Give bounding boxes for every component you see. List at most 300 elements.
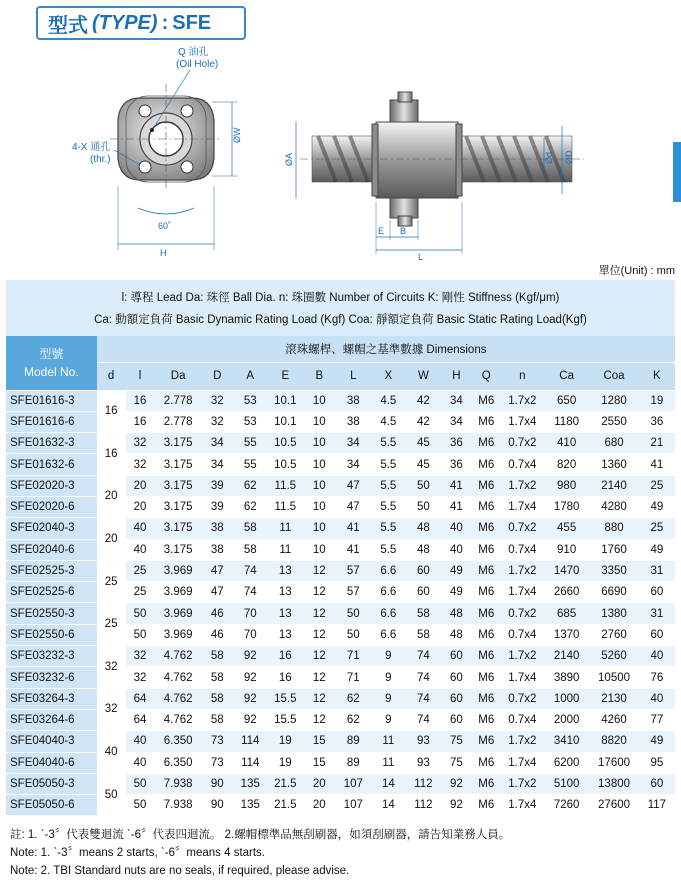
model-cell: SFE05050-3 [6,773,97,794]
value-cell: 4.5 [371,411,406,432]
value-cell: 75 [441,752,472,773]
dim-e-label: E [378,226,385,236]
value-cell: 32 [126,667,155,688]
value-cell: 14 [371,773,406,794]
front-view [72,45,242,258]
value-cell: 10.1 [268,390,303,411]
value-cell: 1.7x4 [501,582,544,603]
value-cell: 62 [336,709,371,730]
nominal-d-cell: 25 [97,603,126,646]
value-cell: 9 [371,667,406,688]
model-cell: SFE04040-3 [6,731,97,752]
nominal-d-cell: 20 [97,518,126,561]
value-cell: 42 [406,390,441,411]
value-cell: 34 [441,411,472,432]
value-cell: 42 [406,411,441,432]
value-cell: 0.7x4 [501,709,544,730]
value-cell: 90 [202,795,233,816]
value-cell: 10.5 [268,454,303,475]
header-dimensions: 滾珠螺桿、螺帽之基準數據 Dimensions [97,336,675,362]
model-cell: SFE01616-3 [6,390,97,411]
value-cell: 20 [303,795,336,816]
value-cell: 10500 [589,667,638,688]
value-cell: 3.175 [154,475,201,496]
value-cell: 0.7x2 [501,688,544,709]
column-header: Da [154,362,201,390]
value-cell: 19 [268,731,303,752]
value-cell: 39 [202,475,233,496]
value-cell: 3410 [544,731,589,752]
value-cell: 74 [406,709,441,730]
value-cell: M6 [472,773,501,794]
value-cell: 0.7x4 [501,624,544,645]
value-cell: 6.6 [371,603,406,624]
value-cell: 3.175 [154,496,201,517]
value-cell: 680 [589,433,638,454]
dim-d-label: Ød [544,151,554,164]
nominal-d-cell: 32 [97,688,126,731]
value-cell: 15.5 [268,688,303,709]
value-cell: 27600 [589,795,638,816]
value-cell: 16 [126,411,155,432]
table-row [6,731,675,752]
value-cell: 112 [406,795,441,816]
value-cell: 60 [441,688,472,709]
value-cell: 6.350 [154,731,201,752]
value-cell: 57 [336,560,371,581]
value-cell: 60 [406,582,441,603]
value-cell: 6.350 [154,752,201,773]
value-cell: 62 [233,496,268,517]
value-cell: 53 [233,390,268,411]
value-cell: 5.5 [371,518,406,539]
value-cell: 76 [639,667,675,688]
column-header: B [303,362,336,390]
value-cell: 1.7x4 [501,795,544,816]
value-cell: 25 [126,560,155,581]
value-cell: 2760 [589,624,638,645]
column-header: l [126,362,155,390]
value-cell: 92 [441,795,472,816]
value-cell: 50 [126,795,155,816]
value-cell: 95 [639,752,675,773]
model-cell: SFE02040-3 [6,518,97,539]
value-cell: 1.7x2 [501,475,544,496]
value-cell: 38 [336,411,371,432]
column-header: X [371,362,406,390]
value-cell: 10 [303,475,336,496]
column-header: K [639,362,675,390]
value-cell: 57 [336,582,371,603]
page-title [36,6,246,40]
oil-hole-label: Q 油孔 [178,47,209,58]
value-cell: 114 [233,731,268,752]
value-cell: 650 [544,390,589,411]
table-row [6,773,675,794]
value-cell: 49 [639,539,675,560]
value-cell: 60 [441,646,472,667]
value-cell: 1280 [589,390,638,411]
value-cell: 92 [233,667,268,688]
value-cell: 5.5 [371,433,406,454]
value-cell: 21.5 [268,795,303,816]
value-cell: 3.175 [154,433,201,454]
value-cell: 58 [406,603,441,624]
legend-box [6,280,675,336]
note-line-2: Note: 1. ˋ-3〞means 2 starts, ˋ-6〞means 4 starts. [10,847,265,859]
column-header: E [268,362,303,390]
value-cell: 55 [233,433,268,454]
value-cell: 41 [336,518,371,539]
value-cell: 10.5 [268,433,303,454]
table-row [6,646,675,667]
dim-D-label: ØD [564,150,574,164]
value-cell: 71 [336,646,371,667]
value-cell: 11 [371,752,406,773]
value-cell: 50 [126,603,155,624]
value-cell: 10 [303,433,336,454]
value-cell: 1.7x4 [501,496,544,517]
nominal-d-cell: 25 [97,560,126,603]
table-row [6,603,675,624]
value-cell: 9 [371,646,406,667]
model-cell: SFE03232-3 [6,646,97,667]
value-cell: M6 [472,582,501,603]
value-cell: 410 [544,433,589,454]
value-cell: 135 [233,773,268,794]
value-cell: 2130 [589,688,638,709]
value-cell: 16 [268,646,303,667]
nominal-d-cell: 16 [97,433,126,476]
value-cell: 17600 [589,752,638,773]
model-cell: SFE01616-6 [6,411,97,432]
value-cell: 13 [268,624,303,645]
value-cell: 47 [202,560,233,581]
header-model-en: Model No. [24,364,79,379]
value-cell: 12 [303,560,336,581]
value-cell: 7.938 [154,795,201,816]
value-cell: 11 [371,731,406,752]
column-header-row [6,362,675,390]
value-cell: M6 [472,667,501,688]
value-cell: 2.778 [154,390,201,411]
value-cell: 910 [544,539,589,560]
value-cell: 3.175 [154,518,201,539]
value-cell: 1780 [544,496,589,517]
model-cell: SFE02525-3 [6,560,97,581]
value-cell: 32 [202,411,233,432]
value-cell: 48 [441,624,472,645]
value-cell: 74 [406,688,441,709]
value-cell: 5.5 [371,475,406,496]
value-cell: 73 [202,752,233,773]
value-cell: 10 [303,496,336,517]
dim-a-label: ØA [284,152,294,166]
value-cell: 25 [126,582,155,603]
value-cell: 1470 [544,560,589,581]
value-cell: 40 [126,752,155,773]
value-cell: 92 [233,709,268,730]
value-cell: 1370 [544,624,589,645]
value-cell: 21.5 [268,773,303,794]
value-cell: 50 [336,603,371,624]
value-cell: 49 [441,560,472,581]
value-cell: 25 [639,518,675,539]
value-cell: M6 [472,624,501,645]
value-cell: 12 [303,603,336,624]
column-header: Ca [544,362,589,390]
value-cell: 107 [336,795,371,816]
value-cell: 11.5 [268,475,303,496]
value-cell: 1180 [544,411,589,432]
value-cell: 58 [233,539,268,560]
value-cell: 70 [233,603,268,624]
value-cell: M6 [472,646,501,667]
value-cell: 7.938 [154,773,201,794]
value-cell: 5260 [589,646,638,667]
model-cell: SFE01632-3 [6,433,97,454]
value-cell: 77 [639,709,675,730]
value-cell: 2140 [589,475,638,496]
value-cell: 1.7x2 [501,560,544,581]
value-cell: 6.6 [371,582,406,603]
title-type: (TYPE) [92,11,158,34]
value-cell: 0.7x4 [501,454,544,475]
value-cell: 47 [336,475,371,496]
value-cell: 62 [336,688,371,709]
value-cell: 50 [406,475,441,496]
value-cell: 32 [126,454,155,475]
value-cell: 10 [303,390,336,411]
value-cell: M6 [472,454,501,475]
value-cell: 12 [303,688,336,709]
value-cell: 0.7x2 [501,433,544,454]
value-cell: 34 [336,433,371,454]
value-cell: 1.7x2 [501,646,544,667]
value-cell: 13 [268,603,303,624]
value-cell: 4260 [589,709,638,730]
value-cell: 21 [639,433,675,454]
value-cell: 1.7x2 [501,731,544,752]
value-cell: 10 [303,518,336,539]
value-cell: 4.5 [371,390,406,411]
value-cell: 10 [303,539,336,560]
value-cell: 12 [303,646,336,667]
value-cell: 107 [336,773,371,794]
header-model [6,336,97,390]
value-cell: 40 [441,518,472,539]
value-cell: 50 [126,624,155,645]
value-cell: 13 [268,560,303,581]
value-cell: 980 [544,475,589,496]
value-cell: 0.7x2 [501,603,544,624]
title-cn: 型式 [48,14,88,37]
value-cell: 4.762 [154,646,201,667]
value-cell: 48 [406,539,441,560]
value-cell: 58 [202,709,233,730]
value-cell: 16 [268,667,303,688]
value-cell: 41 [336,539,371,560]
value-cell: M6 [472,411,501,432]
value-cell: 38 [336,390,371,411]
value-cell: 880 [589,518,638,539]
value-cell: 10.1 [268,411,303,432]
value-cell: 58 [233,518,268,539]
value-cell: 1360 [589,454,638,475]
model-cell: SFE05050-6 [6,795,97,816]
value-cell: M6 [472,560,501,581]
value-cell: 47 [336,496,371,517]
value-cell: M6 [472,752,501,773]
unit-label: 單位(Unit) : mm [598,265,675,277]
column-header: Q [472,362,501,390]
value-cell: 11.5 [268,496,303,517]
value-cell: 40 [126,539,155,560]
value-cell: 41 [441,475,472,496]
value-cell: 34 [202,454,233,475]
value-cell: 2660 [544,582,589,603]
value-cell: 1.7x2 [501,773,544,794]
value-cell: 36 [639,411,675,432]
value-cell: 74 [233,582,268,603]
note-line-3: Note: 2. TBI Standard nuts are no seals, if required, please advise. [10,865,350,877]
column-header: n [501,362,544,390]
value-cell: 60 [639,624,675,645]
value-cell: 112 [406,773,441,794]
model-cell: SFE03264-6 [6,709,97,730]
value-cell: 53 [233,411,268,432]
model-cell: SFE01632-6 [6,454,97,475]
value-cell: 75 [441,731,472,752]
value-cell: 6200 [544,752,589,773]
value-cell: 4.762 [154,709,201,730]
thru-hole-label: 4-X 通孔 [72,142,111,153]
model-cell: SFE02550-6 [6,624,97,645]
value-cell: M6 [472,539,501,560]
value-cell: 1.7x4 [501,752,544,773]
model-cell: SFE04040-6 [6,752,97,773]
value-cell: 89 [336,731,371,752]
column-header: Coa [589,362,638,390]
value-cell: 74 [233,560,268,581]
value-cell: 0.7x2 [501,518,544,539]
value-cell: 3.969 [154,582,201,603]
value-cell: M6 [472,518,501,539]
value-cell: 2550 [589,411,638,432]
value-cell: 46 [202,603,233,624]
value-cell: 41 [441,496,472,517]
value-cell: 3350 [589,560,638,581]
value-cell: 71 [336,667,371,688]
value-cell: 39 [202,496,233,517]
angle-label: 60˚ [158,221,172,231]
value-cell: 89 [336,752,371,773]
value-cell: 47 [202,582,233,603]
table-row [6,433,675,454]
value-cell: 60 [441,709,472,730]
model-cell: SFE02020-6 [6,496,97,517]
value-cell: M6 [472,475,501,496]
dim-b-label: B [400,226,407,236]
nominal-d-cell: 32 [97,646,126,689]
value-cell: 49 [639,496,675,517]
value-cell: 3.175 [154,454,201,475]
value-cell: 685 [544,603,589,624]
column-header: H [441,362,472,390]
value-cell: 19 [639,390,675,411]
model-cell: SFE02525-6 [6,582,97,603]
table-row [6,518,675,539]
value-cell: M6 [472,496,501,517]
value-cell: 41 [639,454,675,475]
title-model: SFE [172,11,212,34]
value-cell: 46 [202,624,233,645]
value-cell: 45 [406,454,441,475]
value-cell: 32 [202,390,233,411]
value-cell: 15.5 [268,709,303,730]
value-cell: 60 [639,773,675,794]
nominal-d-cell: 20 [97,475,126,518]
value-cell: 50 [406,496,441,517]
value-cell: 5100 [544,773,589,794]
value-cell: 73 [202,731,233,752]
value-cell: 58 [202,688,233,709]
value-cell: M6 [472,709,501,730]
technical-drawing [0,40,681,262]
value-cell: M6 [472,731,501,752]
value-cell: 2000 [544,709,589,730]
model-cell: SFE02550-3 [6,603,97,624]
value-cell: 114 [233,752,268,773]
side-view [284,92,584,262]
value-cell: 13800 [589,773,638,794]
nominal-d-cell: 16 [97,390,126,433]
dim-w-label: ØW [232,127,242,143]
value-cell: 16 [126,390,155,411]
value-cell: 15 [303,731,336,752]
nominal-d-cell: 50 [97,773,126,816]
value-cell: 820 [544,454,589,475]
value-cell: 40 [126,731,155,752]
value-cell: 92 [233,646,268,667]
table-row [6,688,675,709]
value-cell: 60 [639,582,675,603]
value-cell: 13 [268,582,303,603]
column-header: D [202,362,233,390]
value-cell: 0.7x4 [501,539,544,560]
value-cell: 5.5 [371,496,406,517]
value-cell: 1380 [589,603,638,624]
value-cell: 2140 [544,646,589,667]
value-cell: M6 [472,688,501,709]
legend-line-1: l: 導程 Lead Da: 珠徑 Ball Dia. n: 珠圈數 Number of Circuits K: 剛性 Stiffness (Kgf/μm) [121,292,560,304]
value-cell: 1.7x4 [501,411,544,432]
value-cell: 9 [371,709,406,730]
header-model-cn: 型號 [39,346,64,361]
value-cell: 10 [303,411,336,432]
value-cell: 93 [406,731,441,752]
column-header: d [97,362,126,390]
spec-body [6,390,675,816]
model-cell: SFE02020-3 [6,475,97,496]
value-cell: 49 [441,582,472,603]
value-cell: 20 [126,496,155,517]
thru-hole-label-en: (thr.) [90,154,111,165]
value-cell: 5.5 [371,539,406,560]
value-cell: 58 [406,624,441,645]
value-cell: 40 [441,539,472,560]
value-cell: 3.175 [154,539,201,560]
